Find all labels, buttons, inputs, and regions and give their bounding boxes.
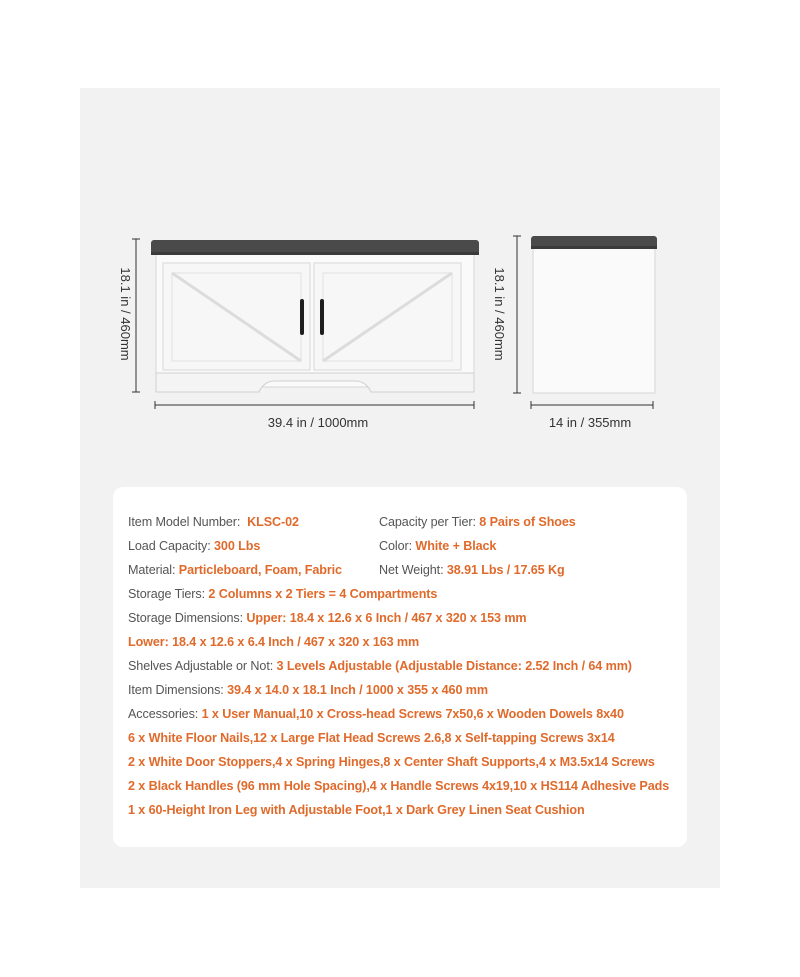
spec-accessories-4: [128, 778, 669, 794]
front-height-label: 18.1 in / 460mm: [118, 267, 133, 361]
tiers-label: Storage Tiers:: [128, 587, 205, 601]
storage-upper-value: Upper: 18.4 x 12.6 x 6 Inch / 467 x 320 x 153 mm: [246, 611, 527, 625]
accessories-line: 2 x White Door Stoppers,4 x Spring Hinges,8 x Center Shaft Supports,4 x M3.5x14 Screws: [128, 755, 655, 769]
shelves-value: 3 Levels Adjustable (Adjustable Distance: 2.52 Inch / 64 mm): [276, 659, 632, 673]
spec-item-dims: [128, 682, 488, 698]
product-drawing: [0, 0, 800, 470]
tiers-value: 2 Columns x 2 Tiers = 4 Compartments: [208, 587, 438, 601]
spec-accessories: [128, 706, 624, 722]
side-height-label: 18.1 in / 460mm: [492, 267, 507, 361]
weight-value: 38.91 Lbs / 17.65 Kg: [446, 563, 565, 577]
storage-lower-value: Lower: 18.4 x 12.6 x 6.4 Inch / 467 x 320 x 163 mm: [128, 635, 420, 649]
spec-model: [128, 514, 299, 530]
spec-accessories-3: [128, 754, 655, 770]
side-depth-label: 14 in / 355mm: [548, 415, 632, 430]
item-dims-value: 39.4 x 14.0 x 18.1 Inch / 1000 x 355 x 460 mm: [227, 683, 488, 697]
spec-tiers: [128, 586, 437, 602]
accessories-line: 1 x User Manual,10 x Cross-head Screws 7x50,6 x Wooden Dowels 8x40: [201, 707, 624, 721]
accessories-line: 1 x 60-Height Iron Leg with Adjustable Foot,1 x Dark Grey Linen Seat Cushion: [128, 803, 585, 817]
spec-weight: [379, 562, 565, 578]
model-value: KLSC-02: [247, 515, 299, 529]
model-label: Item Model Number:: [128, 515, 241, 529]
color-value: White + Black: [415, 539, 497, 553]
side-view: [513, 236, 657, 409]
color-label: Color:: [379, 539, 412, 553]
capacity-value: 8 Pairs of Shoes: [479, 515, 576, 529]
front-width-label: 39.4 in / 1000mm: [267, 415, 369, 430]
material-value: Particleboard, Foam, Fabric: [178, 563, 342, 577]
load-label: Load Capacity:: [128, 539, 211, 553]
accessories-line: 6 x White Floor Nails,12 x Large Flat Head Screws 2.6,8 x Self-tapping Screws 3x14: [128, 731, 615, 745]
weight-label: Net Weight:: [379, 563, 444, 577]
material-label: Material:: [128, 563, 176, 577]
spec-load: [128, 538, 260, 554]
accessories-label: Accessories:: [128, 707, 199, 721]
spec-color: [379, 538, 496, 554]
shelves-label: Shelves Adjustable or Not:: [128, 659, 274, 673]
spec-storage-dims: [128, 610, 527, 626]
spec-storage-lower: [128, 634, 419, 650]
capacity-label: Capacity per Tier:: [379, 515, 476, 529]
accessories-line: 2 x Black Handles (96 mm Hole Spacing),4 x Handle Screws 4x19,10 x HS114 Adhesive Pads: [128, 779, 670, 793]
spec-accessories-2: [128, 730, 615, 746]
storage-dims-label: Storage Dimensions:: [128, 611, 243, 625]
front-view: [132, 239, 479, 409]
spec-material: [128, 562, 342, 578]
spec-capacity: [379, 514, 576, 530]
spec-shelves: [128, 658, 632, 674]
load-value: 300 Lbs: [214, 539, 261, 553]
item-dims-label: Item Dimensions:: [128, 683, 224, 697]
spec-accessories-5: [128, 802, 585, 818]
